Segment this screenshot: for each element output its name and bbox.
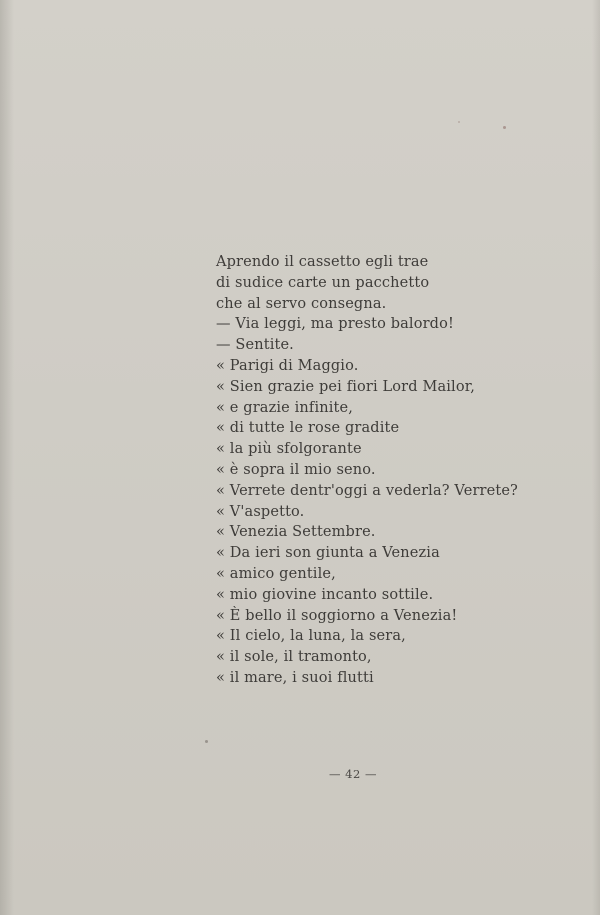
page-left-edge-shadow [0,0,14,915]
page-number: — 42 — [329,767,377,781]
poem-line: di sudice carte un pacchetto [216,274,430,291]
poem-line: Aprendo il cassetto egli trae [216,254,429,270]
poem-text [216,252,546,689]
poem-line: « di tutte le rose gradite [216,420,400,437]
poem-line: « mio giovine incanto sottile. [216,586,434,603]
poem-line: — Sentite. [216,337,294,354]
page-right-edge-shadow [592,0,600,915]
poem-line: che al servo consegna. [216,295,387,312]
poem-line: « Verrete dentr'oggi a vederla? Verrete? [216,482,518,499]
poem-line: « il sole, il tramonto, [216,649,372,666]
paper-speck [458,121,460,123]
poem-line: « la più sfolgorante [216,441,362,458]
paper-speck [205,740,208,743]
poem-line: « il mare, i suoi flutti [216,669,374,686]
poem-line: « e grazie infinite, [216,399,353,416]
paper-speck [503,126,506,129]
poem-line: « Il cielo, la luna, la sera, [216,628,406,645]
poem-line: « Sien grazie pei fiori Lord Mailor, [216,378,475,395]
poem-line: « amico gentile, [216,565,336,582]
poem-line: « è sopra il mio seno. [216,461,376,478]
poem-line: « È bello il soggiorno a Venezia! [216,607,458,624]
poem-line: « Parigi di Maggio. [216,357,359,374]
poem-line: — Via leggi, ma presto balordo! [216,316,454,333]
poem-line: « V'aspetto. [216,503,305,520]
poem-line: « Venezia Settembre. [216,524,376,541]
poem-line: « Da ieri son giunta a Venezia [216,545,440,562]
